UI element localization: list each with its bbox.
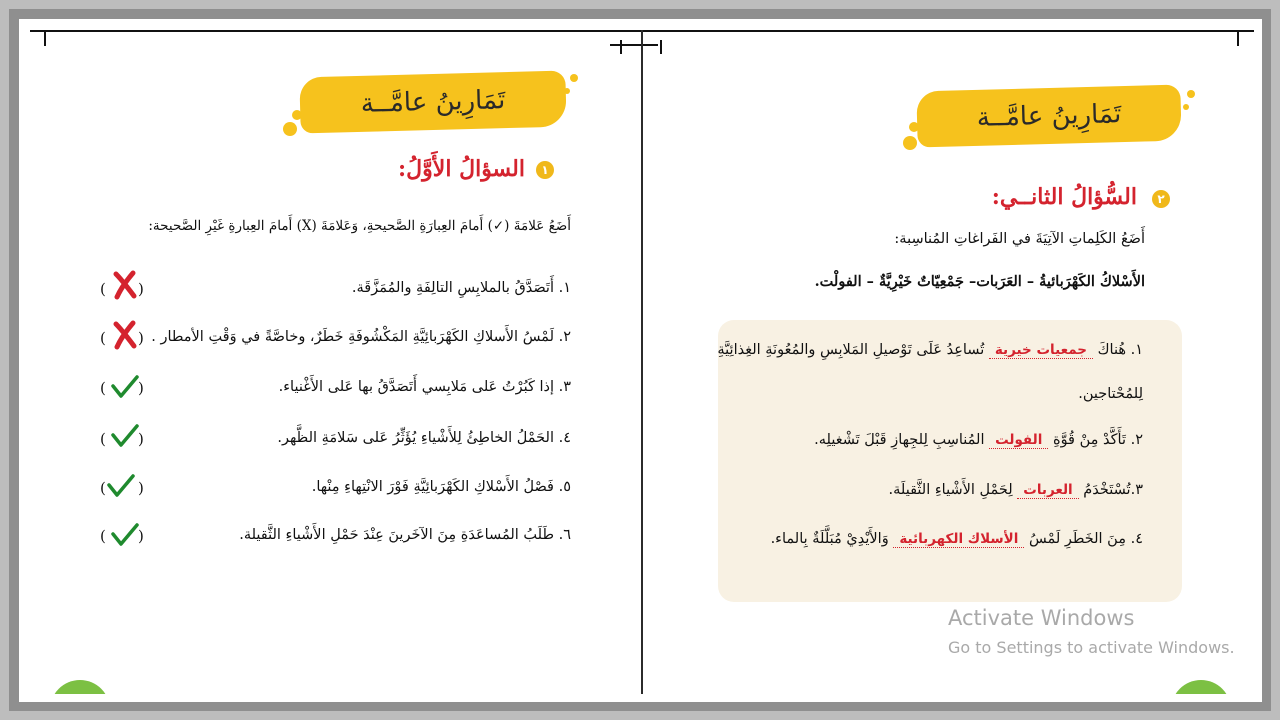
decor-dot (1187, 90, 1195, 98)
paren-close: ) (138, 280, 144, 298)
sentence-before: ٤. مِنَ الخَطَرِ لَمْسُ (1028, 531, 1143, 547)
question-number-badge: ٢ (1152, 190, 1170, 208)
list-item: ١. أَتَصَدَّقُ بالملابِسِ التالِفَةِ والمُمَزَّقَة. (351, 280, 571, 296)
banner-title: تَمَارِينُ عامَّــة (360, 85, 506, 119)
section-banner (299, 71, 566, 134)
fill-sentence (814, 432, 1143, 448)
fill-sentence (717, 342, 1143, 358)
sentence-before: ٢. تَأَكَّدْ مِنْ قُوَّةِ (1052, 432, 1143, 448)
question-title: السُّؤالُ الثانــي: (991, 184, 1137, 210)
paren-close: ) (138, 329, 144, 347)
decor-dot (1183, 104, 1189, 110)
sentence-before: ٣.تُسْتَخْدَمُ (1083, 482, 1143, 498)
decor-dot (283, 122, 297, 136)
cross-mark-icon (112, 270, 138, 300)
paren-open: ( (100, 479, 106, 497)
list-item: ٢. لَمْسُ الأَسلاكِ الكَهْرَبائِيَّةِ المَكْشُوفَةِ خَطَرٌ، وخاصَّةً في وَقْتِ الأمطار . (151, 329, 571, 345)
page-number-circle (1171, 680, 1231, 694)
paren-close: ) (138, 430, 144, 448)
decor-dot (903, 136, 917, 150)
sentence-after: لِلمُحْتاجين. (1078, 386, 1143, 402)
sentence-before: ١. هُناكَ (1097, 342, 1143, 358)
fill-sentence-continuation (1078, 386, 1143, 402)
instruction-text: أَضَعُ عَلامَةَ (✓) أَمامَ العِبارَةِ الصَّحيحةِ، وَعَلامَةَ (X) أَمامَ العِبارةِ غَيْرِ الصَّحيحة: (148, 218, 571, 234)
list-item: ٣. إذا كَبُرْتُ عَلى مَلابِسي أَتَصَدَّقُ بها عَلى الأَغْنياء. (278, 379, 571, 395)
page-number-circle (50, 680, 110, 694)
question-number-badge: ١ (536, 161, 554, 179)
activation-watermark-title: Activate Windows (948, 606, 1135, 630)
list-item: ٤. الحَمْلُ الخاطِئُ لِلأَشْياءِ يُؤَثِّرُ عَلى سَلامَةِ الظَّهر. (277, 430, 571, 446)
paren-open: ( (100, 280, 106, 298)
check-mark-icon (110, 423, 140, 449)
sentence-after: وَالأَيْدِيْ مُبَلَّلَةٌ بِالماء. (770, 531, 889, 547)
paren-open: ( (100, 379, 106, 397)
paren-close: ) (138, 527, 144, 545)
sentence-after: المُناسِبِ لِلجِهازِ قَبْلَ تَشْغيلِه. (814, 432, 985, 448)
paren-close: ) (138, 379, 144, 397)
answer-box (718, 320, 1182, 602)
banner-title: تَمَارِينُ عامَّــة (976, 99, 1122, 133)
sentence-after: تُساعِدُ عَلَى تَوْصيلِ المَلابِسِ والمُعُونَةِ الغِذائِيَّةِ (717, 342, 985, 358)
right-page (643, 30, 1255, 694)
filled-answer: العربات (1017, 482, 1078, 499)
instruction-text: أَضَعُ الكَلِماتِ الآتِيَةَ في الفَراغاتِ المُناسِبة: (894, 231, 1145, 247)
filled-answer: جمعيات خيرية (989, 342, 1093, 359)
check-mark-icon (106, 473, 136, 499)
word-bank: الأَسْلاكُ الكَهْرَبائيةُ – العَرَبات– جَمْعِيّاتٌ خَيْرِيَّةٌ – الفولْت. (814, 273, 1145, 290)
paren-open: ( (100, 329, 106, 347)
sentence-after: لِحَمْلِ الأَشْياءِ الثَّقيلَة. (888, 482, 1013, 498)
list-item: ٥. فَصْلُ الأَسْلاكِ الكَهْرَبائِيَّةِ فَوْرَ الانْتِهاءِ مِنْها. (311, 479, 571, 495)
section-banner (916, 85, 1181, 148)
decor-dot (570, 74, 578, 82)
left-page (30, 30, 641, 694)
paren-close: ) (138, 479, 144, 497)
activation-watermark-subtitle: Go to Settings to activate Windows. (948, 638, 1235, 657)
filled-answer: الأسلاك الكهربائية (893, 531, 1024, 548)
paren-open: ( (100, 430, 106, 448)
check-mark-icon (110, 374, 140, 400)
list-item: ٦. طَلَبُ المُساعَدَةِ مِنَ الآخَرينَ عِنْدَ حَمْلِ الأَشْياءِ الثَّقيلة. (239, 527, 571, 543)
check-mark-icon (110, 522, 140, 548)
fill-sentence (889, 482, 1143, 498)
fill-sentence (771, 531, 1143, 547)
cross-mark-icon (112, 320, 138, 350)
question-title: السؤالُ الأَوَّلُ: (398, 156, 525, 182)
filled-answer: الفولت (989, 432, 1048, 449)
paren-open: ( (100, 527, 106, 545)
